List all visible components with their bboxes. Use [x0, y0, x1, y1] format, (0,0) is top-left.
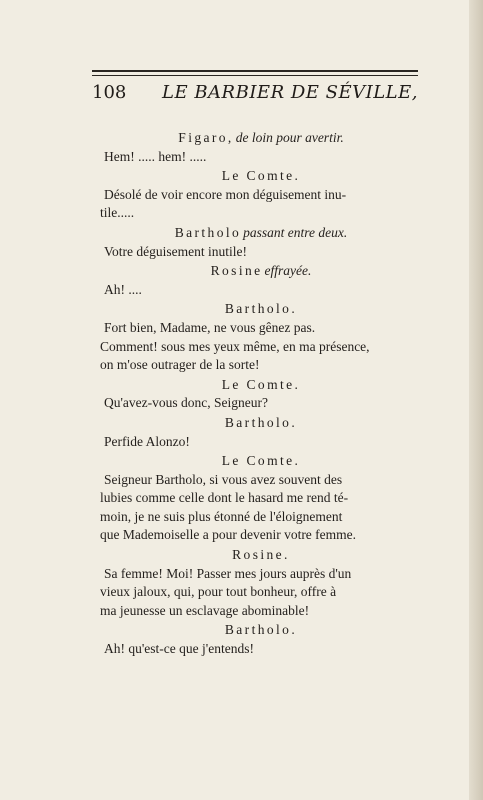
dialogue-line: on m'ose outrager de la sorte! — [100, 357, 260, 373]
page-number: 108 — [92, 82, 127, 103]
running-title: LE BARBIER DE SÉVILLE, — [162, 82, 418, 103]
play-text — [100, 128, 422, 659]
dialogue-line: vieux jaloux, qui, pour tout bonheur, offre à — [100, 584, 337, 600]
page-gutter-shadow — [469, 0, 483, 800]
stage-direction: passant entre deux. — [243, 224, 348, 240]
speaker-heading — [100, 167, 422, 186]
dialogue-line: Hem! ..... hem! ..... — [104, 148, 207, 164]
page-header — [92, 70, 418, 103]
stage-direction: effrayée. — [264, 263, 312, 279]
speaker-heading — [100, 376, 422, 395]
speaker-name: Rosine — [210, 263, 263, 279]
dialogue-line: Sa femme! Moi! Passer mes jours auprès d'un — [104, 565, 352, 581]
speaker-name: Bartholo. — [224, 414, 298, 430]
stage-direction: de loin pour avertir. — [235, 130, 344, 145]
dialogue-line: tile..... — [100, 205, 135, 221]
dialogue-line: Perfide Alonzo! — [104, 433, 190, 449]
speaker-name: Bartholo. — [224, 622, 298, 638]
header-line — [92, 82, 418, 103]
speaker-heading — [100, 621, 422, 640]
header-rule-bottom — [92, 75, 418, 76]
dialogue-line: Ah! qu'est-ce que j'entends! — [104, 641, 254, 657]
dialogue-line: Qu'avez-vous donc, Seigneur? — [104, 395, 269, 411]
speaker-name: Figaro, — [178, 130, 234, 145]
speaker-name: Rosine. — [232, 547, 290, 563]
dialogue-line: que Mademoiselle a pour devenir votre femme. — [100, 527, 357, 543]
dialogue-line: ma jeunesse un esclavage abominable! — [100, 602, 310, 618]
speaker-heading — [100, 262, 422, 281]
speaker-name: Bartholo. — [224, 301, 298, 317]
speaker-heading — [100, 300, 422, 319]
dialogue-line: Fort bien, Madame, ne vous gênez pas. — [104, 319, 316, 335]
header-rule-top — [92, 70, 418, 72]
dialogue-line: Votre déguisement inutile! — [104, 243, 247, 259]
dialogue-line: Désolé de voir encore mon déguisement inu- — [104, 186, 347, 202]
speaker-heading — [100, 546, 422, 565]
speaker-name: Le Comte. — [221, 376, 301, 392]
dialogue-line: lubies comme celle dont le hasard me rend té- — [100, 490, 349, 506]
speaker-name: Le Comte. — [221, 453, 301, 469]
speaker-name: Le Comte. — [221, 168, 301, 184]
speaker-heading — [100, 414, 422, 433]
speaker-heading — [100, 452, 422, 471]
speaker-name: Bartholo — [174, 224, 242, 240]
dialogue-line: Seigneur Bartholo, si vous avez souvent des — [104, 471, 343, 487]
speaker-heading — [100, 224, 422, 243]
speaker-heading — [100, 129, 422, 148]
dialogue-line: Ah! .... — [104, 281, 142, 297]
dialogue-line: Comment! sous mes yeux même, en ma présence, — [100, 338, 370, 354]
dialogue-line: moin, je ne suis plus étonné de l'éloignement — [100, 508, 343, 524]
